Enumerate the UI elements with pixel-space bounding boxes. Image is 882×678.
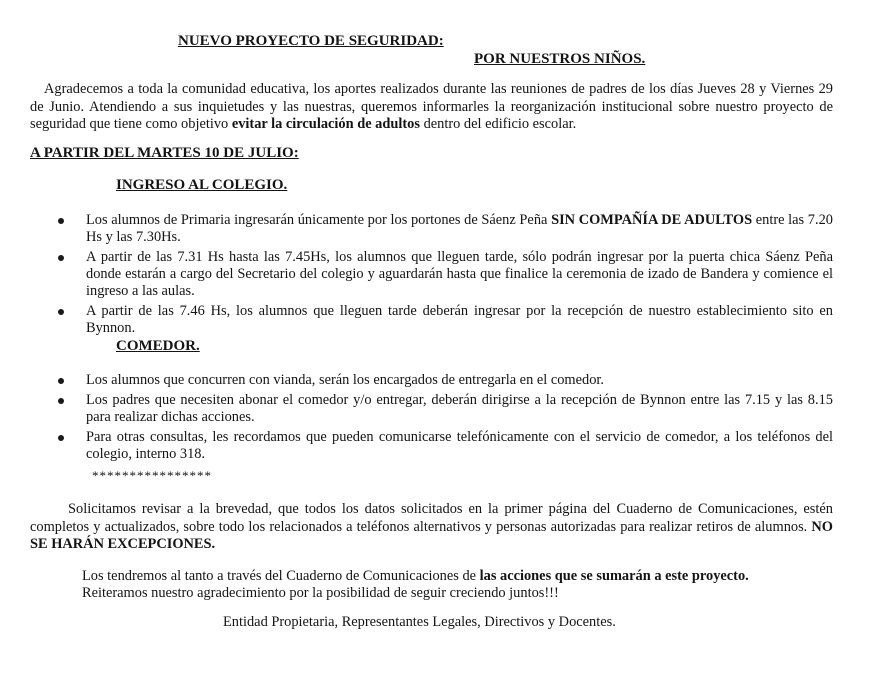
signature-line: Entidad Propietaria, Representantes Legales, Directivos y Docentes.	[223, 614, 616, 630]
list-item	[58, 372, 833, 389]
list-item-text: Los alumnos que concurren con vianda, serán los encargados de entregarla en el comedor.	[86, 372, 604, 388]
intro-emphasis: evitar la circulación de adultos	[231, 116, 420, 132]
request-text: Solicitamos revisar a la brevedad, que todos los datos solicitados en la primer página del Cuaderno de Comunicaciones, estén completos y actualizados, sobre todo los relacionados a teléfonos alternativos y personas autorizadas para realizar retiros de alumnos.	[30, 501, 833, 535]
closing-text: Los tendremos al tanto a través del Cuaderno de Comunicaciones de	[82, 568, 480, 584]
bullet-icon	[58, 435, 64, 441]
closing-emphasis: las acciones que se sumarán a este proyecto.	[479, 568, 749, 584]
list-item-text: Para otras consultas, les recordamos que pueden comunicarse telefónicamente con el servicio de comedor, a los teléfonos del colegio, interno 318.	[86, 429, 833, 462]
closing-paragraph	[82, 568, 842, 602]
intro-text-end: dentro del edificio escolar.	[419, 116, 577, 132]
closing-thanks: Reiteramos nuestro agradecimiento por la posibilidad de seguir creciendo juntos!!!	[82, 585, 559, 601]
list-item-text: Los alumnos de Primaria ingresarán únicamente por los portones de Sáenz Peña	[86, 212, 552, 228]
bullet-icon	[58, 309, 64, 315]
list-item	[58, 392, 833, 426]
list-item-text-end: entre las 7.20 Hs y las 7.30Hs.	[86, 212, 833, 245]
list-item-emphasis: SIN COMPAÑÍA DE ADULTOS	[551, 212, 753, 228]
ingreso-list	[58, 212, 833, 340]
comedor-heading: COMEDOR.	[116, 338, 200, 354]
bullet-icon	[58, 398, 64, 404]
bullet-icon	[58, 218, 64, 224]
document-title: NUEVO PROYECTO DE SEGURIDAD:	[178, 33, 444, 49]
intro-text: Agradecemos a toda la comunidad educativa, los aportes realizados durante las reuniones de padres de los días Jueves 28 y Viernes 29 de Junio. Atendiendo a sus inquietudes y las nuestras, queremos informarles la reorganización institucional sobre nuestro proyecto de seguridad que tiene como objetivo	[30, 81, 833, 132]
comedor-list	[58, 372, 833, 466]
intro-paragraph	[30, 81, 833, 134]
list-item-text: A partir de las 7.31 Hs hasta las 7.45Hs, los alumnos que lleguen tarde, sólo podrán ingresar por la puerta chica Sáenz Peña donde estarán a cargo del Secretario del colegio y aguardarán hasta que finalice la ceremonia de izado de Bandera y comience el ingreso a las aulas.	[86, 249, 833, 299]
section-date-heading: A PARTIR DEL MARTES 10 DE JULIO:	[30, 145, 299, 161]
list-item	[58, 249, 833, 300]
ingreso-heading: INGRESO AL COLEGIO.	[116, 177, 288, 193]
separator-stars: ****************	[92, 468, 212, 483]
list-item	[58, 303, 833, 337]
list-item-text: Los padres que necesiten abonar el comedor y/o entregar, deberán dirigirse a la recepción de Bynnon entre las 7.15 y las 8.15 para realizar dichas acciones.	[86, 392, 833, 425]
request-paragraph	[30, 501, 833, 554]
list-item-text: A partir de las 7.46 Hs, los alumnos que lleguen tarde deberán ingresar por la recepción de nuestro establecimiento sito en Bynnon.	[86, 303, 833, 336]
request-emphasis: NO SE HARÁN EXCEPCIONES.	[30, 518, 833, 552]
list-item	[58, 429, 833, 463]
document-subtitle: POR NUESTROS NIÑOS.	[474, 51, 646, 67]
bullet-icon	[58, 378, 64, 384]
bullet-icon	[58, 255, 64, 261]
list-item	[58, 212, 833, 246]
